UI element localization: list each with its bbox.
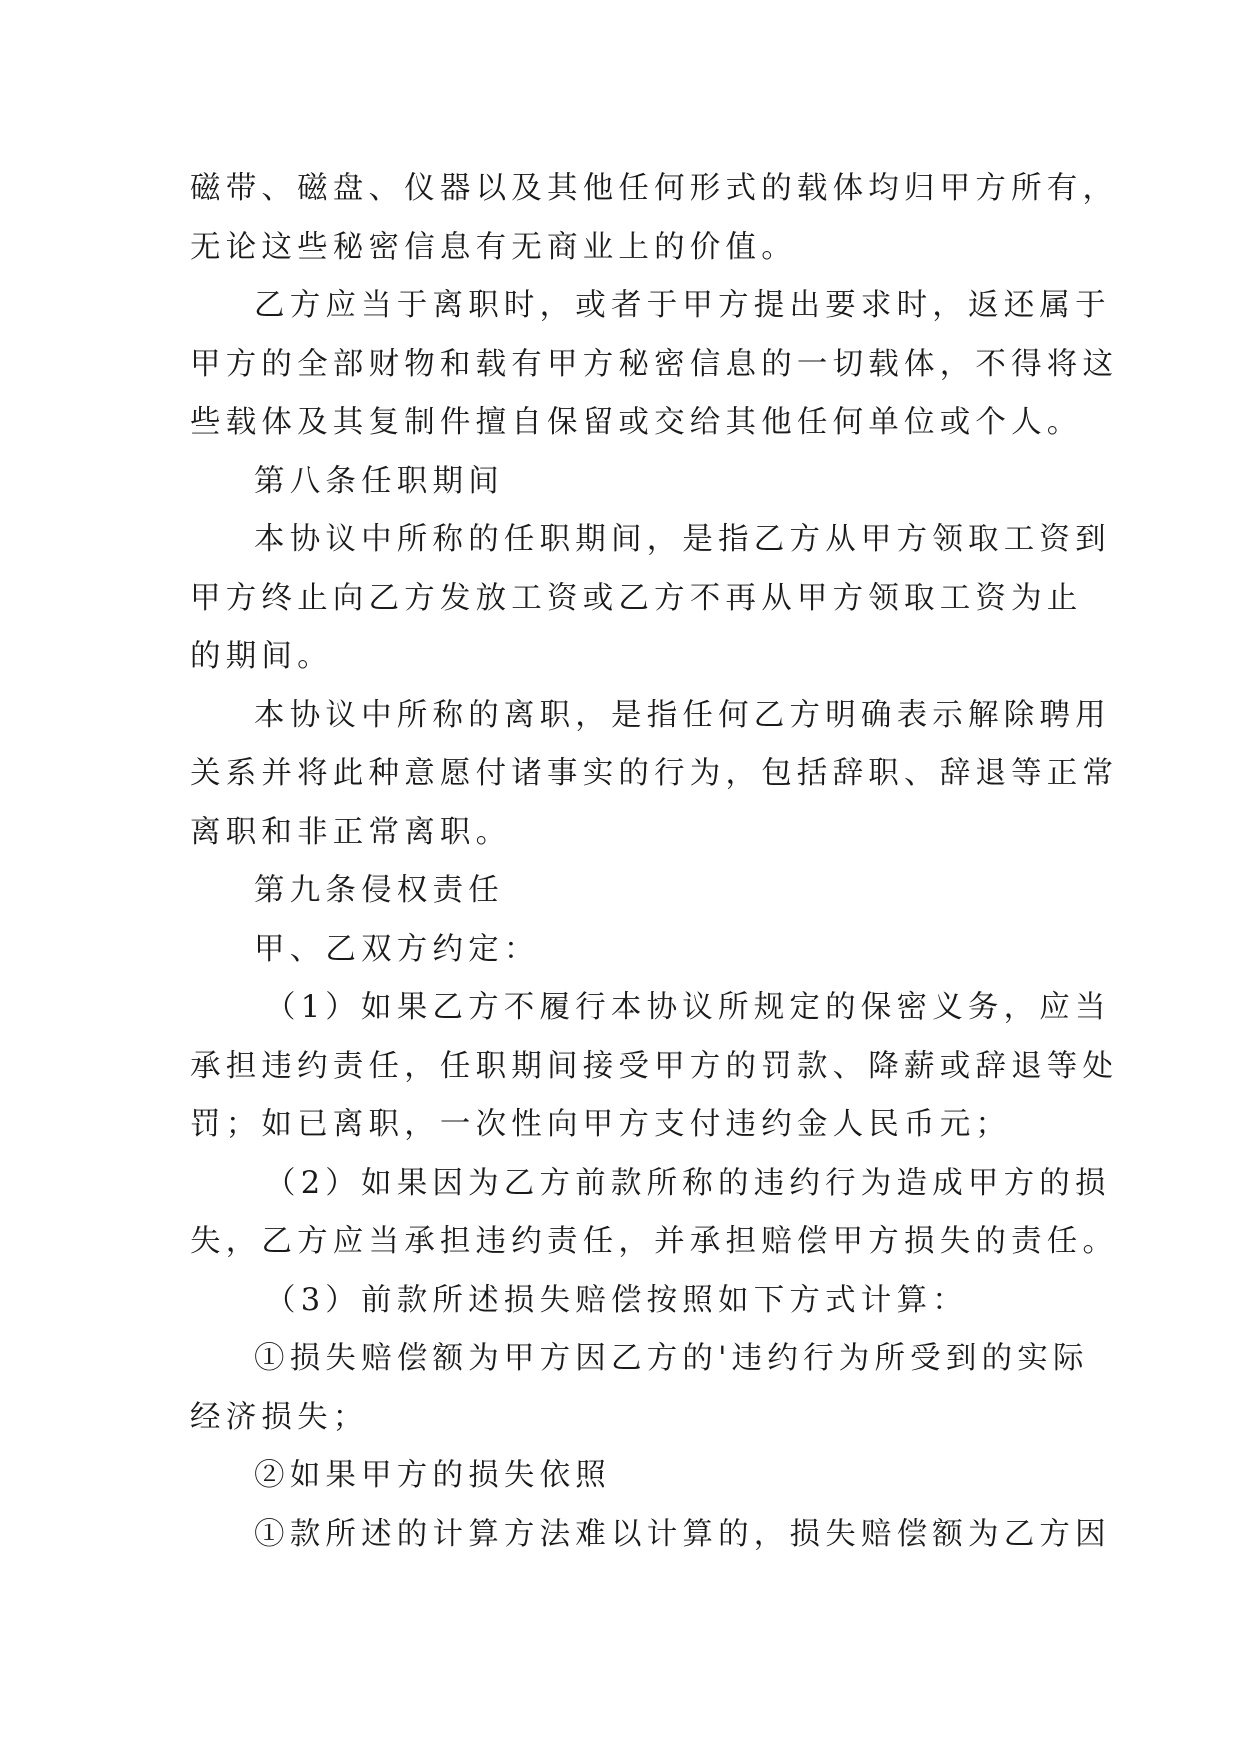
text-line: 的期间。	[190, 639, 333, 674]
paragraph-start: 乙方应当于离职时，或者于甲方提出要求时，返还属于	[254, 288, 1111, 323]
clause-item-1: （1）如果乙方不履行本协议所规定的保密义务，应当	[265, 990, 1111, 1025]
text-line: 承担违约责任，任职期间接受甲方的罚款、降薪或辞退等处	[190, 1048, 1119, 1084]
text-line: 失，乙方应当承担违约责任，并承担赔偿甲方损失的责任。	[190, 1224, 1119, 1259]
text-line: 关系并将此种意愿付诸事实的行为，包括辞职、辞退等正常	[190, 756, 1119, 791]
text-line: 甲方终止向乙方发放工资或乙方不再从甲方领取工资为止	[190, 580, 1083, 616]
section-heading-article-8: 第八条任职期间	[254, 463, 504, 499]
text-line: 离职和非正常离职。	[190, 814, 512, 850]
section-heading-article-9: 第九条侵权责任	[254, 873, 504, 908]
text-line: 经济损失；	[190, 1399, 369, 1435]
text-line: 无论这些秘密信息有无商业上的价值。	[190, 229, 797, 265]
document-page	[190, 160, 1119, 1564]
text-line: 些载体及其复制件擅自保留或交给其他任何单位或个人。	[190, 405, 1083, 440]
sub-clause-1-ref: ①款所述的计算方法难以计算的，损失赔偿额为乙方因	[254, 1516, 1111, 1552]
text-line: 磁带、磁盘、仪器以及其他任何形式的载体均归甲方所有，	[190, 171, 1119, 206]
text-line: 甲方的全部财物和载有甲方秘密信息的一切载体，不得将这	[190, 346, 1119, 382]
paragraph-start: 本协议中所称的离职，是指任何乙方明确表示解除聘用	[254, 697, 1111, 733]
paragraph-start: 甲、乙双方约定：	[254, 931, 540, 967]
paragraph-start: 本协议中所称的任职期间，是指乙方从甲方领取工资到	[254, 522, 1111, 557]
sub-clause-2: ②如果甲方的损失依照	[254, 1458, 611, 1493]
clause-item-2: （2）如果因为乙方前款所称的违约行为造成甲方的损	[265, 1165, 1111, 1201]
clause-item-3: （3）前款所述损失赔偿按照如下方式计算：	[265, 1282, 968, 1318]
sub-clause-1: ①损失赔偿额为甲方因乙方的'违约行为所受到的实际	[254, 1341, 1089, 1376]
text-line: 罚；如已离职，一次性向甲方支付违约金人民币元；	[190, 1107, 1012, 1142]
